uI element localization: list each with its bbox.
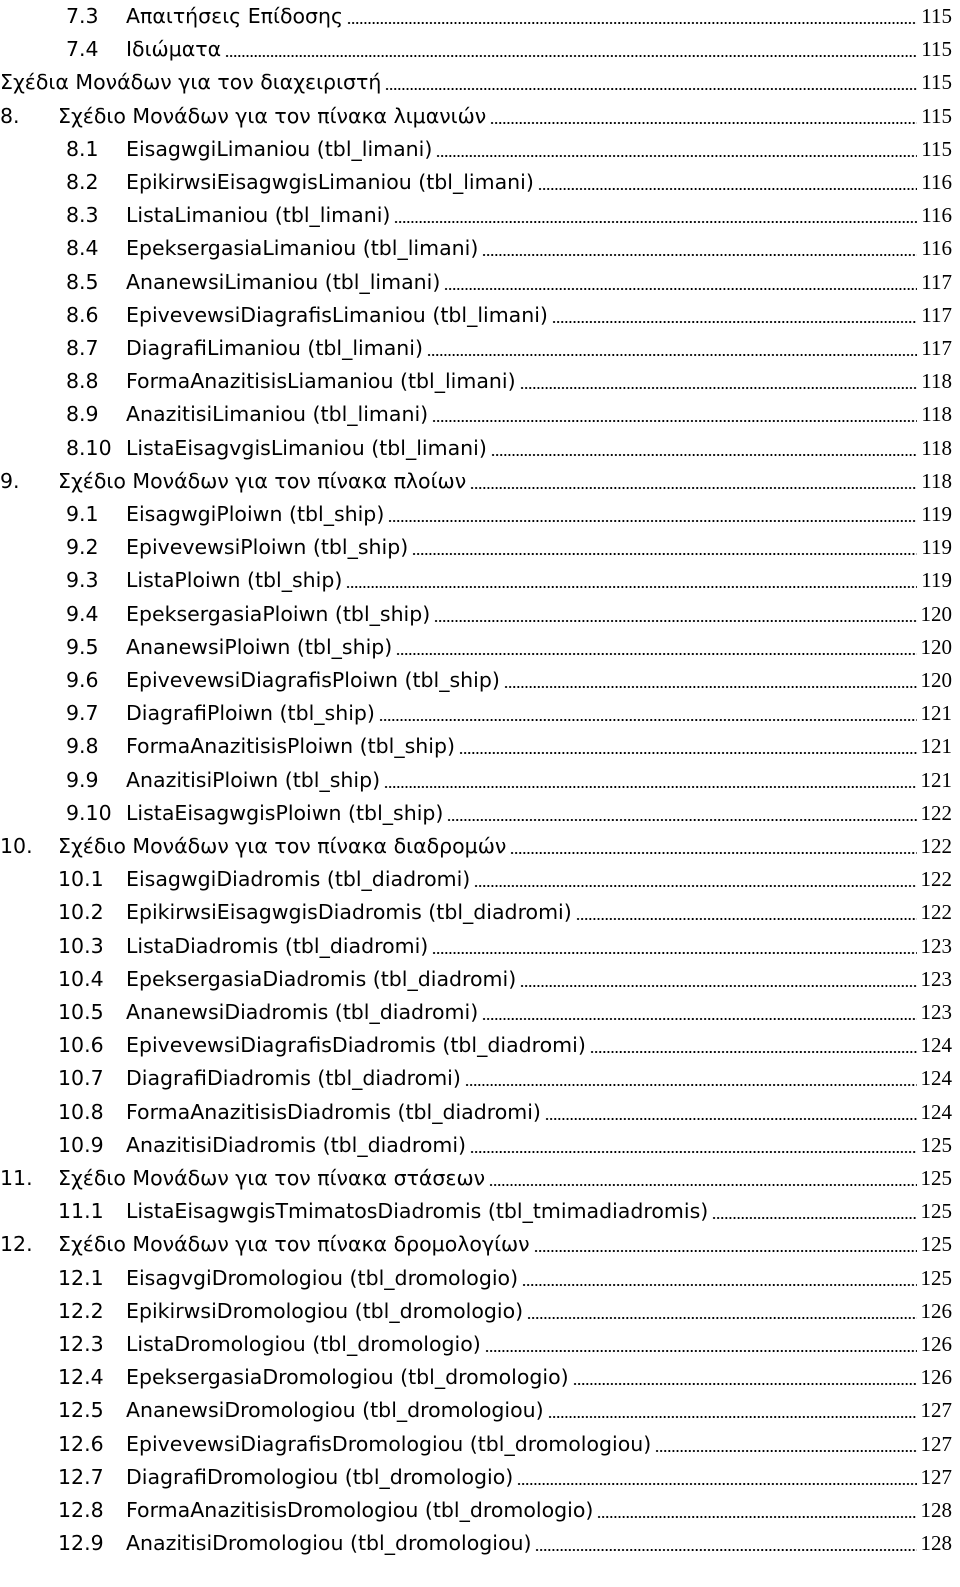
toc-entry[interactable] [0, 896, 960, 928]
toc-entry-page-number: 117 [921, 302, 952, 327]
toc-entry-title: AnazitisiPloiwn (tbl_ship) [126, 767, 381, 792]
toc-entry-leader-dots [459, 751, 917, 755]
toc-entry-title: EpivevewsiPloiwn (tbl_ship) [126, 535, 409, 560]
toc-entry-leader-dots [482, 253, 917, 257]
toc-entry-title: DiagrafiLimaniou (tbl_limani) [126, 336, 423, 360]
toc-entry-title: ListaEisagwgisPloiwn (tbl_ship) [126, 800, 444, 825]
toc-entry-leader-dots [470, 1150, 917, 1154]
toc-entry-leader-dots [504, 685, 917, 689]
toc-entry-title: ListaLimaniou (tbl_limani) [126, 203, 391, 228]
toc-entry-title: Σχέδιο Μονάδων για τον πίνακα δρομολογίων [58, 1232, 530, 1257]
toc-entry[interactable] [0, 1195, 960, 1227]
toc-entry-title: Σχέδια Μονάδων για τον διαχειριστή [0, 70, 382, 95]
toc-entry-page-number: 127 [920, 1431, 952, 1456]
toc-entry-leader-dots [434, 619, 917, 623]
toc-entry-title: EpeksergasiaDromologiou (tbl_dromologio) [126, 1365, 569, 1390]
toc-entry-title: EisagwgiPloiwn (tbl_ship) [126, 502, 385, 526]
toc-entry-leader-dots [538, 187, 917, 191]
toc-entry-number: 12.1 [58, 1265, 104, 1290]
toc-entry-title: ListaDromologiou (tbl_dromologio) [126, 1332, 481, 1356]
toc-entry-leader-dots [396, 652, 917, 656]
toc-entry-number: 10.8 [58, 1099, 104, 1124]
toc-entry-leader-dots [590, 1050, 917, 1054]
toc-entry-page-number: 120 [920, 668, 952, 692]
toc-entry[interactable] [0, 531, 960, 563]
toc-entry[interactable] [0, 664, 960, 696]
toc-entry-leader-dots [436, 154, 917, 158]
toc-entry[interactable] [0, 1029, 960, 1061]
toc-entry-number: 8.3 [66, 203, 99, 228]
toc-entry-number: 10.3 [58, 933, 104, 958]
toc-entry-page-number: 125 [920, 1166, 952, 1190]
toc-entry-title: DiagrafiPloiwn (tbl_ship) [126, 701, 375, 726]
toc-entry-page-number: 125 [920, 1132, 952, 1157]
toc-entry-leader-dots [576, 917, 917, 921]
toc-entry-leader-dots [548, 1415, 917, 1419]
toc-entry-page-number: 126 [920, 1365, 952, 1390]
toc-entry[interactable] [0, 830, 960, 862]
toc-entry-number: 9.1 [66, 502, 99, 526]
toc-entry-title: AnanewsiLimaniou (tbl_limani) [126, 269, 441, 294]
toc-entry-page-number: 115 [921, 37, 952, 62]
toc-entry-number: 9. [0, 468, 20, 493]
toc-entry[interactable] [0, 266, 960, 298]
toc-entry-page-number: 128 [920, 1498, 952, 1522]
toc-entry-leader-dots [465, 1083, 917, 1087]
toc-entry-title: Σχέδιο Μονάδων για τον πίνακα λιμανιών [58, 103, 487, 128]
toc-entry-title: EpeksergasiaLimaniou (tbl_limani) [126, 236, 479, 261]
toc-entry-number: 9.5 [66, 634, 99, 659]
toc-entry-page-number: 116 [921, 170, 952, 194]
toc-entry-page-number: 118 [921, 468, 952, 493]
toc-entry-title: Σχέδιο Μονάδων για τον πίνακα στάσεων [58, 1166, 486, 1190]
toc-entry-number: 8.1 [66, 136, 99, 161]
toc-entry[interactable] [0, 1129, 960, 1161]
toc-entry-number: 9.8 [66, 734, 99, 759]
toc-entry-title: FormaAnazitisisDiadromis (tbl_diadromi) [126, 1099, 541, 1124]
toc-entry-title: ListaPloiwn (tbl_ship) [126, 568, 343, 593]
toc-entry[interactable] [0, 1295, 960, 1327]
toc-entry-page-number: 119 [921, 502, 952, 526]
toc-entry-page-number: 124 [920, 1099, 952, 1124]
toc-entry-number: 10.1 [58, 867, 104, 892]
toc-entry-number: 12.3 [58, 1332, 104, 1356]
toc-entry-title: EisagvgiDromologiou (tbl_dromologio) [126, 1265, 519, 1290]
toc-entry-page-number: 125 [920, 1265, 952, 1290]
toc-entry-number: 11.1 [58, 1199, 104, 1224]
toc-entry-title: EpikirwsiDromologiou (tbl_dromologio) [126, 1298, 524, 1323]
toc-entry-page-number: 118 [921, 369, 952, 394]
toc-entry-title: EpivevewsiDiagrafisDromologiou (tbl_dromologiou) [126, 1431, 652, 1456]
toc-entry-title: ListaDiadromis (tbl_diadromi) [126, 933, 429, 958]
toc-entry-title: AnazitisiDromologiou (tbl_dromologiou) [126, 1531, 532, 1556]
toc-entry[interactable] [0, 1461, 960, 1493]
toc-entry[interactable] [0, 1428, 960, 1460]
toc-entry-number: 8.8 [66, 369, 99, 394]
toc-entry-number: 12.9 [58, 1531, 104, 1556]
toc-entry-leader-dots [444, 287, 917, 291]
toc-entry-leader-dots [552, 320, 917, 324]
toc-entry-number: 11. [0, 1166, 33, 1190]
toc-entry-page-number: 116 [921, 236, 952, 261]
toc-entry-page-number: 125 [920, 1199, 952, 1224]
toc-entry-leader-dots [432, 419, 917, 423]
toc-entry[interactable] [0, 299, 960, 331]
toc-entry-number: 10.9 [58, 1132, 104, 1157]
toc-entry[interactable] [0, 564, 960, 596]
toc-entry[interactable] [0, 598, 960, 630]
toc-entry-number: 12.2 [58, 1298, 104, 1323]
toc-entry-leader-dots [510, 851, 917, 855]
toc-entry-leader-dots [489, 1183, 917, 1187]
toc-entry-page-number: 122 [920, 834, 952, 858]
toc-entry-leader-dots [534, 1249, 917, 1253]
toc-entry-title: FormaAnazitisisDromologiou (tbl_dromologio) [126, 1498, 594, 1522]
toc-entry[interactable] [0, 33, 960, 65]
toc-entry-number: 10.6 [58, 1033, 104, 1058]
toc-entry-leader-dots [527, 1316, 917, 1320]
toc-entry-title: Σχέδιο Μονάδων για τον πίνακα πλοίων [58, 468, 467, 493]
toc-entry-page-number: 127 [920, 1464, 952, 1489]
toc-entry-number: 8.5 [66, 269, 99, 294]
toc-entry[interactable] [0, 66, 960, 98]
toc-entry-page-number: 122 [920, 800, 952, 825]
toc-entry-title: AnanewsiDromologiou (tbl_dromologiou) [126, 1398, 544, 1423]
toc-entry-page-number: 116 [921, 203, 952, 228]
toc-entry-page-number: 115 [921, 70, 952, 95]
toc-entry-title: DiagrafiDromologiou (tbl_dromologio) [126, 1464, 514, 1489]
toc-entry-number: 12.6 [58, 1431, 104, 1456]
toc-entry-leader-dots [432, 951, 917, 955]
toc-entry-number: 9.9 [66, 767, 99, 792]
toc-entry-title: AnazitisiLimaniou (tbl_limani) [126, 402, 429, 427]
toc-entry[interactable] [0, 1361, 960, 1393]
toc-entry-page-number: 115 [921, 4, 952, 28]
toc-entry-leader-dots [388, 519, 917, 523]
toc-entry-number: 12. [0, 1232, 33, 1257]
toc-entry-leader-dots [385, 87, 917, 91]
toc-entry-title: DiagrafiDiadromis (tbl_diadromi) [126, 1066, 461, 1091]
toc-entry-title: ListaEisagvgisLimaniou (tbl_limani) [126, 435, 487, 460]
toc-entry[interactable] [0, 863, 960, 895]
toc-entry[interactable] [0, 764, 960, 796]
toc-entry-page-number: 124 [920, 1066, 952, 1091]
toc-entry[interactable] [0, 631, 960, 663]
toc-entry-title: Απαιτήσεις Επίδοσης [126, 4, 344, 28]
toc-entry-title: EpivevewsiDiagrafisLimaniou (tbl_limani) [126, 302, 548, 327]
toc-entry-title: Ιδιώματα [126, 37, 222, 62]
toc-entry[interactable] [0, 996, 960, 1028]
toc-entry[interactable] [0, 432, 960, 464]
toc-entry-title: AnanewsiPloiwn (tbl_ship) [126, 634, 393, 659]
toc-entry-page-number: 115 [921, 136, 952, 161]
toc-entry-number: 8.2 [66, 170, 99, 194]
toc-entry[interactable] [0, 930, 960, 962]
toc-entry-leader-dots [470, 486, 917, 490]
toc-entry-page-number: 119 [921, 568, 952, 593]
toc-entry-page-number: 115 [921, 103, 952, 128]
toc-entry[interactable] [0, 0, 960, 32]
toc-entry-page-number: 123 [920, 933, 952, 958]
toc-entry-title: EpikirwsiEisagwgisDiadromis (tbl_diadromi) [126, 900, 572, 925]
toc-entry-number: 9.6 [66, 668, 99, 692]
toc-entry-leader-dots [427, 353, 917, 357]
toc-entry-leader-dots [573, 1382, 917, 1386]
toc-entry-leader-dots [447, 818, 917, 822]
toc-entry-title: AnanewsiDiadromis (tbl_diadromi) [126, 1000, 479, 1024]
toc-entry-leader-dots [545, 1117, 917, 1121]
toc-entry[interactable] [0, 498, 960, 530]
toc-entry-page-number: 122 [920, 900, 952, 925]
toc-entry-number: 8.7 [66, 336, 99, 360]
toc-entry[interactable] [0, 1494, 960, 1526]
toc-entry[interactable] [0, 465, 960, 497]
toc-entry-leader-dots [517, 1482, 917, 1486]
toc-entry-page-number: 123 [920, 1000, 952, 1024]
toc-entry[interactable] [0, 199, 960, 231]
toc-entry-leader-dots [347, 21, 917, 25]
toc-entry-leader-dots [384, 785, 917, 789]
toc-entry-page-number: 126 [920, 1298, 952, 1323]
toc-entry-leader-dots [412, 552, 917, 556]
toc-entry-number: 8.10 [66, 435, 112, 460]
toc-entry-page-number: 120 [920, 601, 952, 626]
toc-entry-leader-dots [225, 54, 917, 58]
toc-entry-title: AnazitisiDiadromis (tbl_diadromi) [126, 1132, 467, 1157]
toc-entry-title: EpikirwsiEisagwgisLimaniou (tbl_limani) [126, 170, 534, 194]
toc-entry-page-number: 124 [920, 1033, 952, 1058]
toc-entry-title: EpivevewsiDiagrafisDiadromis (tbl_diadromi) [126, 1033, 586, 1058]
toc-entry-number: 9.10 [66, 800, 112, 825]
toc-entry-page-number: 118 [921, 435, 952, 460]
toc-entry[interactable] [0, 365, 960, 397]
toc-entry-number: 8.6 [66, 302, 99, 327]
toc-entry-leader-dots [520, 984, 917, 988]
toc-entry-leader-dots [522, 1283, 917, 1287]
toc-entry-title: ListaEisagwgisTmimatosDiadromis (tbl_tmimadiadromis) [126, 1199, 709, 1224]
toc-entry-page-number: 125 [920, 1232, 952, 1257]
toc-entry-leader-dots [490, 121, 917, 125]
toc-entry[interactable] [0, 1228, 960, 1260]
toc-entry[interactable] [0, 332, 960, 364]
toc-entry-number: 9.3 [66, 568, 99, 593]
toc-entry[interactable] [0, 398, 960, 430]
toc-entry-leader-dots [491, 453, 917, 457]
toc-entry-number: 9.2 [66, 535, 99, 560]
toc-entry-leader-dots [655, 1449, 917, 1453]
toc-entry-title: EpivevewsiDiagrafisPloiwn (tbl_ship) [126, 668, 500, 692]
toc-entry-page-number: 117 [921, 336, 952, 360]
toc-entry[interactable] [0, 697, 960, 729]
toc-entry-page-number: 126 [920, 1332, 952, 1356]
toc-entry-page-number: 117 [921, 269, 952, 294]
toc-entry-title: Σχέδιο Μονάδων για τον πίνακα διαδρομών [58, 834, 507, 858]
toc-entry-number: 12.7 [58, 1464, 104, 1489]
toc-entry-number: 12.4 [58, 1365, 104, 1390]
toc-entry-leader-dots [346, 585, 917, 589]
toc-entry-page-number: 118 [921, 402, 952, 427]
toc-entry-page-number: 127 [920, 1398, 952, 1423]
toc-entry-title: EisagwgiLimaniou (tbl_limani) [126, 136, 433, 161]
toc-entry[interactable] [0, 232, 960, 264]
toc-entry-number: 7.4 [66, 37, 99, 62]
toc-entry-page-number: 123 [920, 966, 952, 991]
toc-entry-title: EisagwgiDiadromis (tbl_diadromi) [126, 867, 471, 892]
toc-entry-page-number: 128 [920, 1531, 952, 1556]
toc-entry[interactable] [0, 100, 960, 132]
toc-entry-number: 8.9 [66, 402, 99, 427]
toc-entry-number: 9.7 [66, 701, 99, 726]
toc-entry-number: 8. [0, 103, 20, 128]
toc-entry-number: 10.5 [58, 1000, 104, 1024]
toc-entry-leader-dots [474, 884, 917, 888]
toc-entry-page-number: 119 [921, 535, 952, 560]
toc-entry-number: 10.7 [58, 1066, 104, 1091]
toc-entry-leader-dots [712, 1216, 917, 1220]
toc-entry-page-number: 120 [920, 634, 952, 659]
toc-entry-number: 9.4 [66, 601, 99, 626]
toc-entry-page-number: 122 [920, 867, 952, 892]
toc-entry-leader-dots [520, 386, 917, 390]
toc-entry-leader-dots [482, 1017, 917, 1021]
toc-entry[interactable] [0, 1262, 960, 1294]
toc-entry-title: EpeksergasiaPloiwn (tbl_ship) [126, 601, 431, 626]
toc-entry-page-number: 121 [920, 734, 952, 759]
toc-entry-title: FormaAnazitisisPloiwn (tbl_ship) [126, 734, 455, 759]
toc-entry[interactable] [0, 133, 960, 165]
toc-entry[interactable] [0, 1394, 960, 1426]
toc-entry[interactable] [0, 1328, 960, 1360]
toc-entry-leader-dots [535, 1548, 917, 1552]
toc-entry[interactable] [0, 1096, 960, 1128]
toc-entry-leader-dots [485, 1349, 917, 1353]
toc-entry-number: 10.4 [58, 966, 104, 991]
toc-entry-leader-dots [597, 1515, 917, 1519]
toc-entry[interactable] [0, 1162, 960, 1194]
toc-entry-leader-dots [379, 718, 917, 722]
toc-entry[interactable] [0, 166, 960, 198]
toc-entry-number: 12.8 [58, 1498, 104, 1522]
toc-entry-number: 12.5 [58, 1398, 104, 1423]
toc-entry-title: FormaAnazitisisLiamaniou (tbl_limani) [126, 369, 516, 394]
toc-entry-number: 10.2 [58, 900, 104, 925]
toc-entry[interactable] [0, 1527, 960, 1559]
toc-entry[interactable] [0, 963, 960, 995]
toc-entry-page-number: 121 [920, 701, 952, 726]
toc-entry[interactable] [0, 1062, 960, 1094]
toc-entry[interactable] [0, 730, 960, 762]
toc-entry-number: 10. [0, 834, 33, 858]
toc-entry[interactable] [0, 797, 960, 829]
toc-entry-number: 7.3 [66, 4, 99, 28]
toc-entry-page-number: 121 [920, 767, 952, 792]
toc-entry-leader-dots [394, 220, 917, 224]
toc-entry-number: 8.4 [66, 236, 99, 261]
toc-entry-title: EpeksergasiaDiadromis (tbl_diadromi) [126, 966, 517, 991]
